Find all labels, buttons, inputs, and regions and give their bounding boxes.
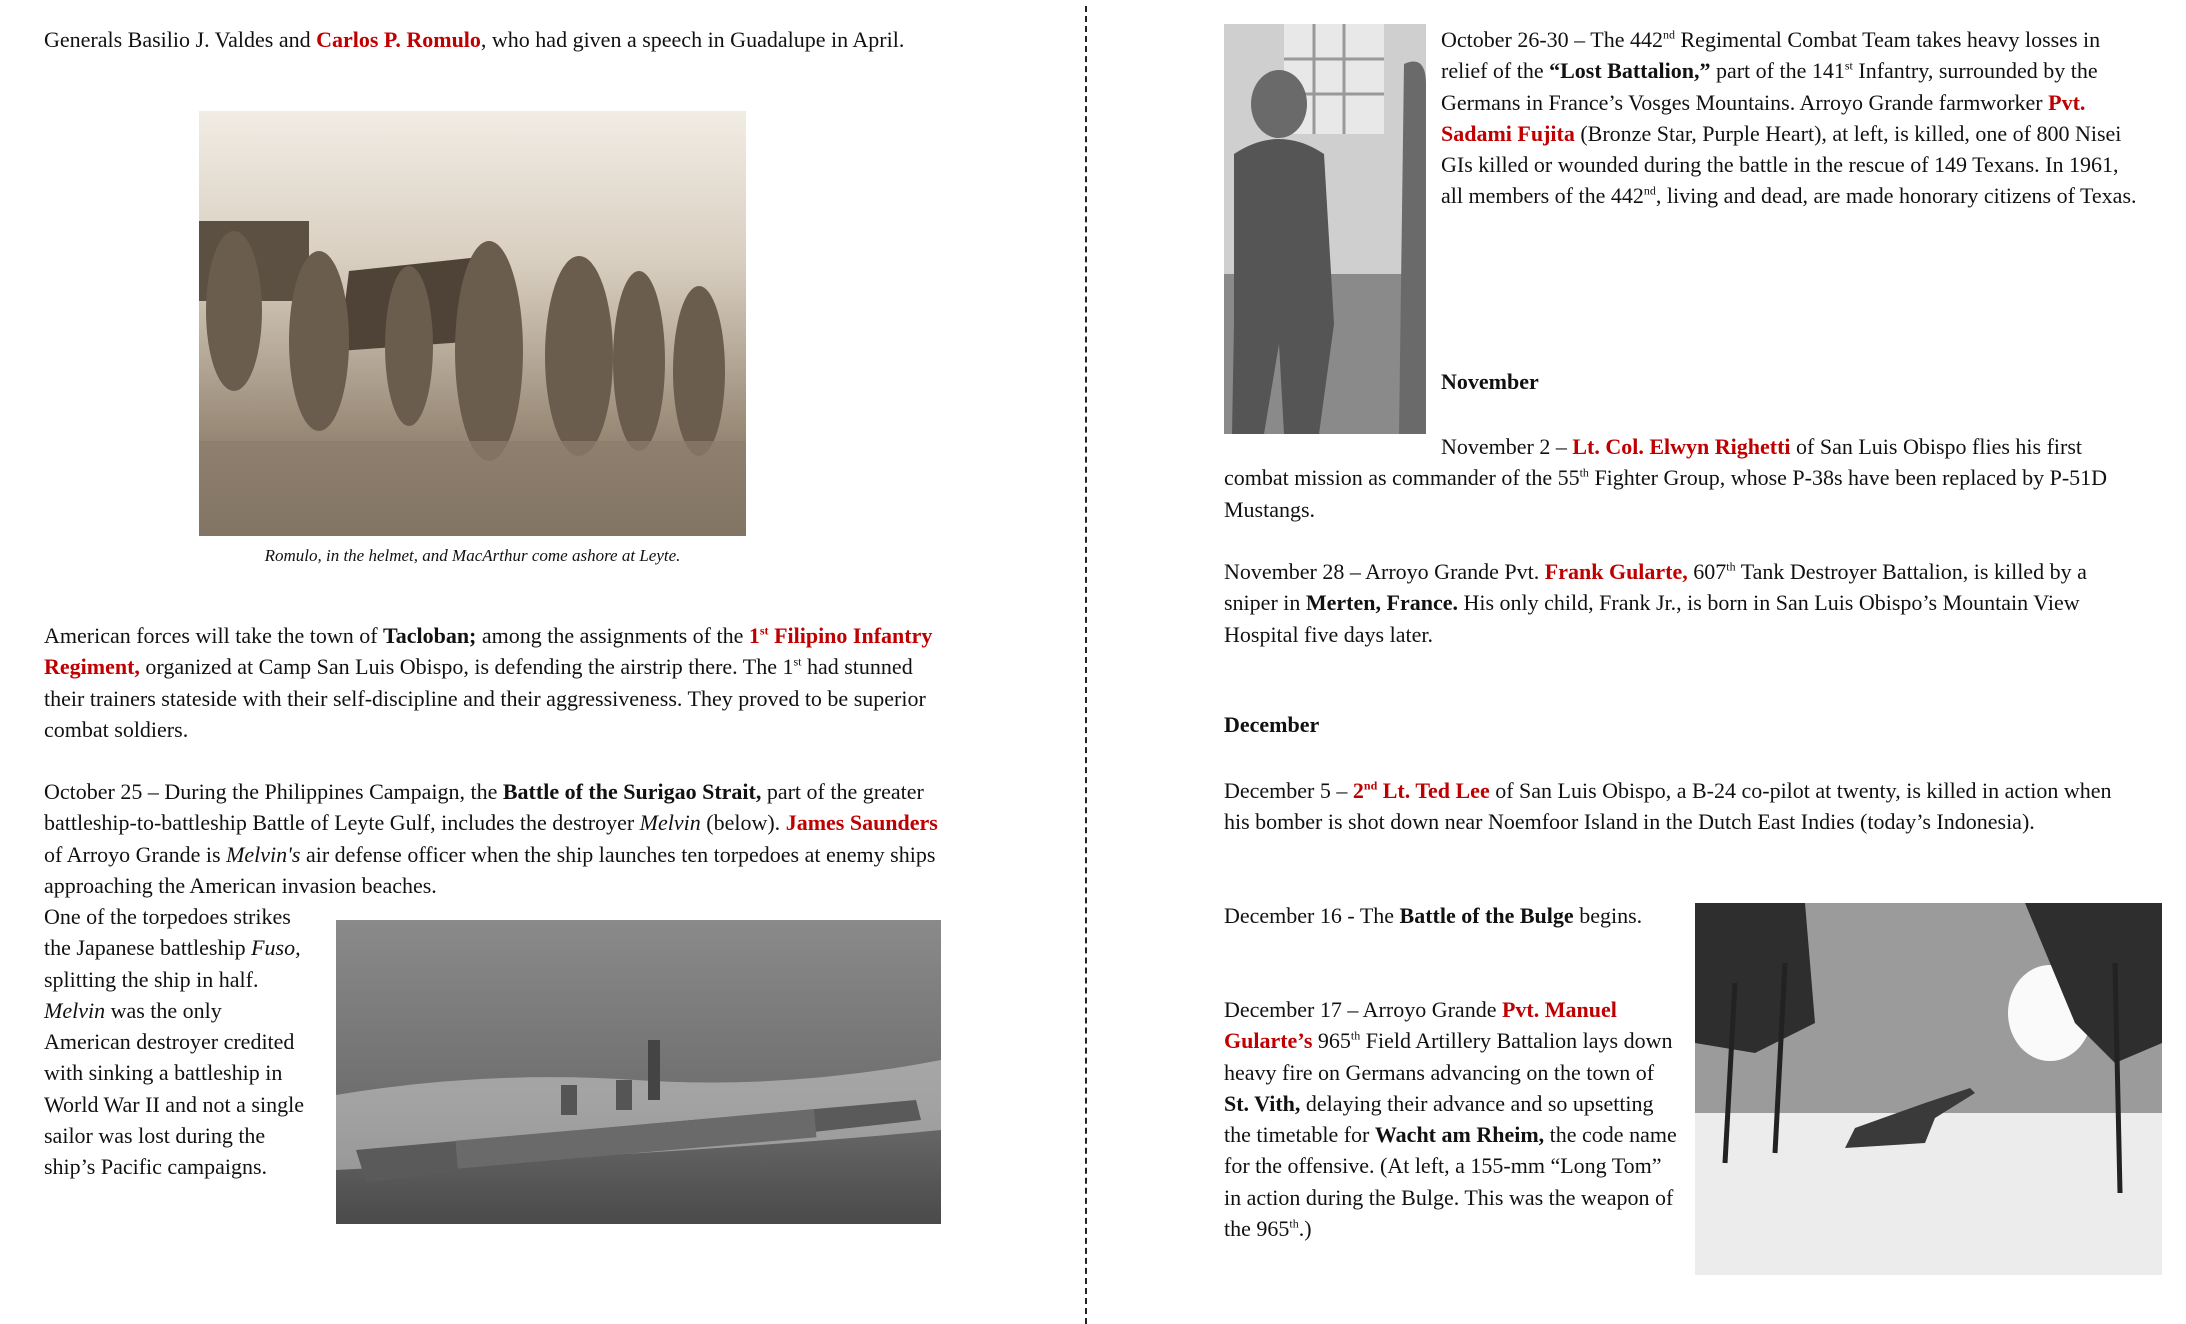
ordinal: st (759, 623, 769, 638)
text: October 26-30 – The 442 (1441, 27, 1663, 52)
text: the code name for the offensive. (At left, a 155-mm “Long Tom” in action during the Bulge. This was the weapon of the 965 (1224, 1122, 1677, 1242)
text: delaying their advance and so upsetting the timetable for (1224, 1090, 1654, 1148)
operation-wacht-am-rheim: Wacht am Rheim, (1374, 1122, 1545, 1148)
text: of San Luis Obispo, a B-24 co-pilot at twenty, is killed in action when his bomber is shot down near Noemfoor Island in the Dutch East Indies (today’s Indonesia). (1224, 778, 2112, 835)
text: organized at Camp San Luis Obispo, is defending the airstrip there. The 1 (139, 654, 794, 680)
ordinal: th (1726, 559, 1736, 574)
fujita-photo-image (1224, 24, 1426, 434)
text: part of the 141 (1710, 58, 1845, 84)
text: November 28 – Arroyo Grande Pvt. (1224, 559, 1545, 584)
text: October 25 – During the Philippines Campaign, the (44, 779, 503, 804)
october-25-paragraph (44, 776, 944, 901)
text: December 16 - The (1224, 903, 1400, 928)
october-26-30-paragraph (1441, 24, 2141, 212)
text: Tank Destroyer Battalion, is killed by a sniper in (1224, 559, 2087, 616)
text: 607 (1687, 559, 1727, 584)
december-16-paragraph (1224, 900, 1654, 931)
ordinal: nd (1363, 778, 1378, 793)
battle-of-the-bulge: Battle of the Bulge (1399, 903, 1574, 928)
heading-november: November (1441, 369, 1539, 394)
name-frank-gularte: Frank Gularte, (1544, 559, 1688, 584)
december-17-paragraph (1224, 994, 1684, 1244)
text: Field Artillery Battalion lays down heavy fire on Germans advancing on the town of (1224, 1028, 1673, 1085)
text: Regimental Combat Team takes heavy losses in relief of the (1441, 27, 2101, 84)
ship-photo-image (336, 920, 941, 1224)
text: had stunned their trainers stateside with their self-discipline and their aggressiveness. They proved to be superior combat soldiers. (44, 654, 926, 742)
ship-melvins: Melvin's (226, 841, 301, 867)
text: His only child, Frank Jr., is born in San Luis Obispo’s Mountain View Hospital five days later. (1224, 590, 2080, 647)
text: splitting the ship in half. (44, 966, 259, 992)
text: November 2 – (1441, 434, 1573, 459)
ordinal: st (1844, 58, 1853, 73)
name-elwyn-righetti: Lt. Col. Elwyn Righetti (1572, 434, 1791, 459)
tacloban-paragraph (44, 620, 944, 745)
page-divider (1085, 6, 1087, 1324)
november-28-paragraph (1224, 556, 2134, 650)
ship-melvin: Melvin (639, 810, 701, 836)
bulge-photo-image (1695, 903, 2162, 1275)
photo-leyte-caption: Romulo, in the helmet, and MacArthur come ashore at Leyte. (264, 546, 681, 565)
december-5-paragraph (1224, 775, 2134, 838)
text: Filipino Infantry Regiment, (44, 623, 933, 680)
name-carlos-romulo: Carlos P. Romulo (316, 27, 481, 52)
text: .) (1298, 1216, 1312, 1242)
text: , who had given a speech in Guadalupe in April. (480, 27, 905, 52)
leyte-photo-image (199, 111, 746, 536)
text: air defense officer when the ship launches ten torpedoes at enemy ships approaching the American invasion beaches. (44, 841, 936, 898)
photo-uss-melvin (336, 920, 941, 1224)
text: of San Luis Obispo flies his first combat mission as commander of the 55 (1224, 434, 2083, 491)
ship-melvin: Melvin (44, 997, 106, 1023)
place-merten-france: Merten, France. (1305, 590, 1458, 616)
text: Lt. Ted Lee (1377, 778, 1490, 803)
text: , living and dead, are made honorary citizens of Texas. (1655, 183, 2137, 209)
name-sadami-fujita: Pvt. Sadami Fujita (1441, 89, 2086, 146)
text: Infantry, surrounded by the Germans in France’s Vosges Mountains. Arroyo Grande farmworker (1441, 58, 2098, 115)
text: December 17 – Arroyo Grande (1224, 997, 1502, 1022)
name-manuel-gularte: Pvt. Manuel Gularte’s (1224, 997, 1617, 1054)
ordinal: th (1350, 1028, 1361, 1043)
name-ted-lee (1353, 778, 1490, 803)
text: begins. (1573, 903, 1643, 928)
text: Generals Basilio J. Valdes and (44, 27, 317, 52)
place-tacloban: Tacloban; (383, 623, 477, 648)
ordinal: th (1289, 1216, 1299, 1231)
ordinal: nd (1643, 184, 1656, 199)
ordinal: st (793, 654, 802, 669)
place-st-vith: St. Vith, (1224, 1090, 1301, 1116)
text: part of the greater battleship-to-battleship Battle of Leyte Gulf, includes the destroyer (44, 779, 924, 836)
photo-long-tom-bulge (1695, 903, 2162, 1275)
name-james-saunders: James Saunders (785, 810, 938, 836)
text: 2 (1352, 778, 1364, 803)
text: among the assignments of the (476, 623, 749, 648)
text: One of the torpedoes strikes the Japanese battleship (44, 904, 291, 961)
text: American forces will take the town of (44, 623, 384, 648)
text: Fighter Group, whose P-38s have been replaced by P-51D Mustangs. (1224, 465, 2108, 522)
text: 1 (748, 623, 760, 648)
intro-paragraph (44, 24, 944, 55)
text: (below). (700, 810, 786, 836)
text: of Arroyo Grande is (44, 841, 227, 867)
text: 965 (1312, 1028, 1351, 1054)
text: (Bronze Star, Purple Heart), at left, is killed, one of 800 Nisei GIs killed or wounded during the battle in the rescue of 149 Texans. In 1961, all members of the 442 (1441, 120, 2122, 209)
text: was the only American destroyer credited with sinking a battleship in World War II and not a single sailor was lost during the ship’s Pacific campaigns. (44, 997, 304, 1180)
october-25-continued (44, 901, 306, 1183)
battle-surigao-strait: Battle of the Surigao Strait, (502, 779, 762, 804)
heading-december: December (1224, 712, 1320, 737)
ship-fuso: Fuso, (251, 935, 301, 961)
photo-sadami-fujita (1224, 24, 1426, 434)
ordinal: nd (1663, 27, 1675, 42)
ordinal: th (1579, 465, 1589, 480)
lost-battalion: “Lost Battalion,” (1549, 58, 1711, 84)
november-2-paragraph (1224, 431, 2134, 525)
photo-leyte-landing (199, 111, 746, 536)
text: December 5 – (1224, 778, 1353, 803)
